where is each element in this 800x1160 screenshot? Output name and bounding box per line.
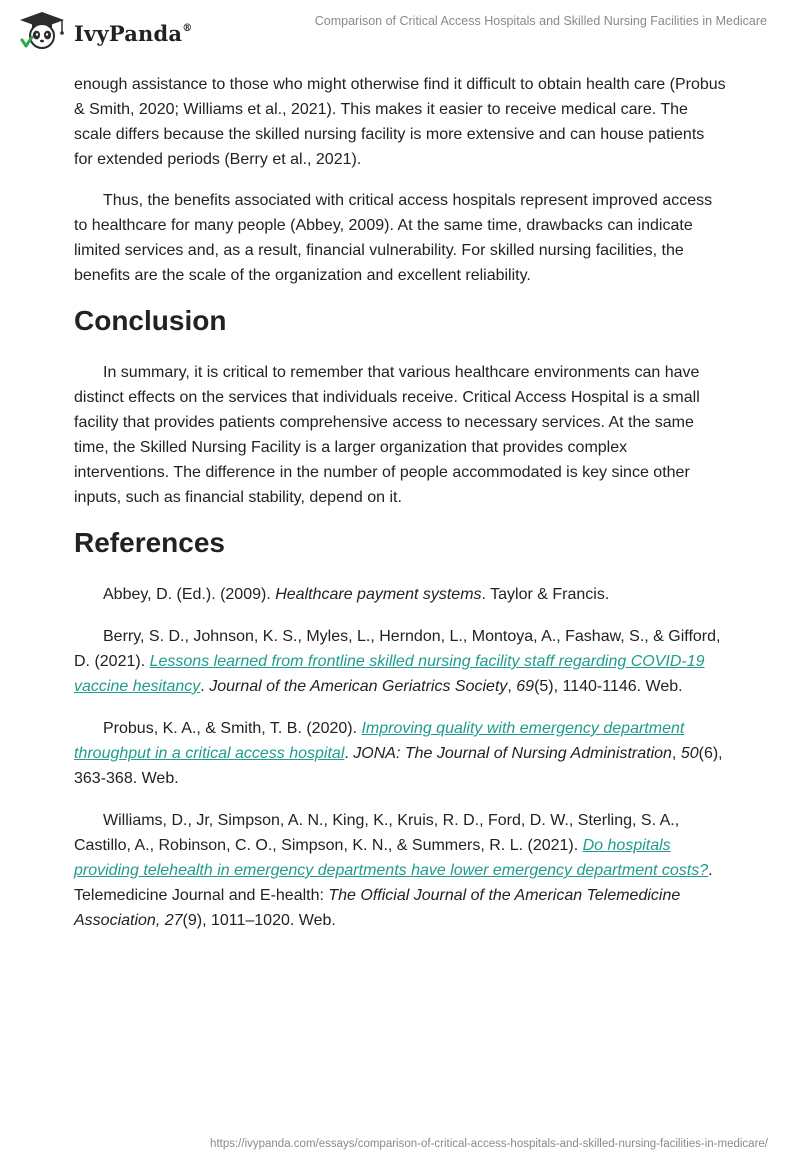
reference-journal: The Official Journal of the American Telemedicine Association, 27 [74,887,681,929]
reference-authors: Probus, K. A., & Smith, T. B. (2020). [103,720,362,737]
reference-volume: 50 [680,745,699,762]
reference-item [74,716,726,791]
conclusion-paragraph: In summary, it is critical to remember that various healthcare environments can have distinct effects on the services that individuals receive. Critical Access Hospital is a small facility that provides patients comprehensive access to necessary services. At the same time, the Skilled Nursing Facility is a larger organization that provides complex interventions. The difference in the number of people accommodated is key since other inputs, such as financial stability, depend on it. [74,364,700,506]
reference-link[interactable]: Improving quality with emergency department throughput in a critical access hospital [74,720,685,762]
reference-link[interactable]: Do hospitals providing telehealth in emergency departments have lower emergency department costs? [74,837,709,879]
conclusion-heading: Conclusion [74,305,227,336]
reference-authors: Berry, S. D., Johnson, K. S., Myles, L., Herndon, L., Montoya, A., Fashaw, S., & Gifford, D. (2021). [74,628,721,670]
body-paragraph: Thus, the benefits associated with critical access hospitals represent improved access to healthcare for many people (Abbey, 2009). At the same time, drawbacks can indicate limited services and, as a result, financial vulnerability. For skilled nursing facilities, the benefits are the scale of the organization and excellent reliability. [74,192,713,284]
reference-journal: JONA: The Journal of Nursing Administration [353,745,672,762]
reference-link[interactable]: Lessons learned from frontline skilled nursing facility staff regarding COVID-19 vaccine hesitancy [74,653,705,695]
reference-separator: , [507,678,517,695]
reference-item [74,582,726,607]
body-paragraph: enough assistance to those who might otherwise find it difficult to obtain health care (Probus & Smith, 2020; Williams et al., 2021). This makes it easier to receive medical care. The scale differs because the skilled nursing facility is more extensive and can house patients for extended periods (Berry et al., 2021). [74,76,726,168]
footer-url[interactable]: https://ivypanda.com/essays/comparison-of-critical-access-hospitals-and-skilled-nursing-facilities-in-medicare/ [210,1138,768,1150]
reference-separator: . [200,678,210,695]
reference-pages: (9), 1011–1020. Web. [182,912,336,929]
page-header [0,0,800,70]
panda-graduate-icon [14,10,70,50]
reference-volume: 69 [516,678,535,695]
reference-separator: . [344,745,354,762]
references-heading: References [74,527,225,558]
reference-pages: (5), 1140-1146. Web. [534,678,683,695]
reference-journal: Journal of the American Geriatrics Society [209,678,508,695]
brand-name: IvyPanda® [74,20,193,46]
reference-separator: , [671,745,681,762]
reference-authors: Williams, D., Jr, Simpson, A. N., King, K., Kruis, R. D., Ford, D. W., Sterling, S. A., Castillo, A., Robinson, C. O., Simpson, K. N., & Summers, R. L. (2021). [74,812,680,854]
reference-authors: Abbey, D. (Ed.). (2009). [103,586,276,603]
registered-mark: ® [182,22,193,34]
reference-title: Healthcare payment systems [275,586,482,603]
document-body [74,70,726,950]
reference-journal-prefix: . Telemedicine Journal and E-health: [74,862,713,904]
reference-publisher: . Taylor & Francis. [481,586,610,603]
document-title: Comparison of Critical Access Hospitals and Skilled Nursing Facilities in Medicare [314,14,767,28]
reference-item [74,808,726,933]
ivypanda-logo[interactable] [14,10,192,50]
reference-pages: (6), 363-368. Web. [74,745,723,787]
reference-item [74,624,726,699]
